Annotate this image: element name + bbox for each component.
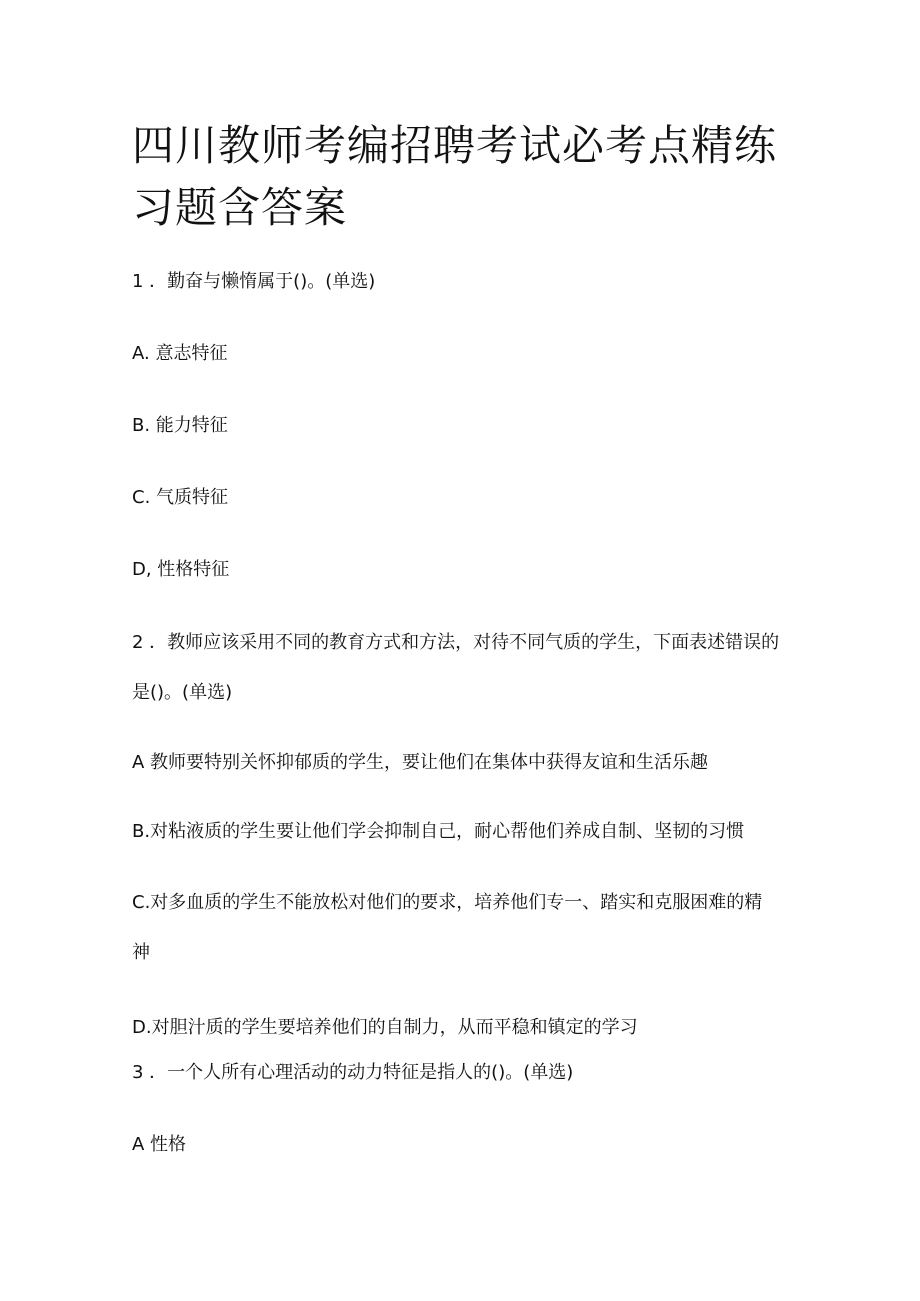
question-2-option-c-line-1: C.对多血质的学生不能放松对他们的要求，培养他们专一、踏实和克服困难的精 bbox=[132, 892, 763, 913]
question-2-option-d: D.对胆汁质的学生要培养他们的自制力，从而平稳和镇定的学习 bbox=[132, 1017, 638, 1038]
question-1-option-d: D, 性格特征 bbox=[132, 559, 230, 580]
question-1-stem: 1 ．勤奋与懒惰属于()。(单选) bbox=[132, 271, 376, 292]
question-2-option-b: B.对粘液质的学生要让他们学会抑制自己，耐心帮他们养成自制、坚韧的习惯 bbox=[132, 821, 745, 842]
page-title: 四川教师考编招聘考试必考点精练习题含答案 bbox=[132, 121, 778, 232]
question-2-stem-line-1: 2 ．教师应该采用不同的教育方式和方法，对待不同气质的学生，下面表述错误的 bbox=[132, 632, 780, 653]
question-3-option-a: A 性格 bbox=[132, 1134, 187, 1155]
question-2-option-a: A 教师要特别关怀抑郁质的学生，要让他们在集体中获得友谊和生活乐趣 bbox=[132, 752, 709, 773]
question-2-option-c-line-2: 神 bbox=[132, 942, 150, 963]
question-2-stem-line-2: 是()。(单选) bbox=[132, 682, 233, 703]
question-1-option-c: C. 气质特征 bbox=[132, 487, 229, 508]
question-1-option-b: B. 能力特征 bbox=[132, 415, 228, 436]
question-3-stem: 3 ．一个人所有心理活动的动力特征是指人的()。(单选) bbox=[132, 1062, 574, 1083]
question-1-option-a: A. 意志特征 bbox=[132, 343, 228, 364]
